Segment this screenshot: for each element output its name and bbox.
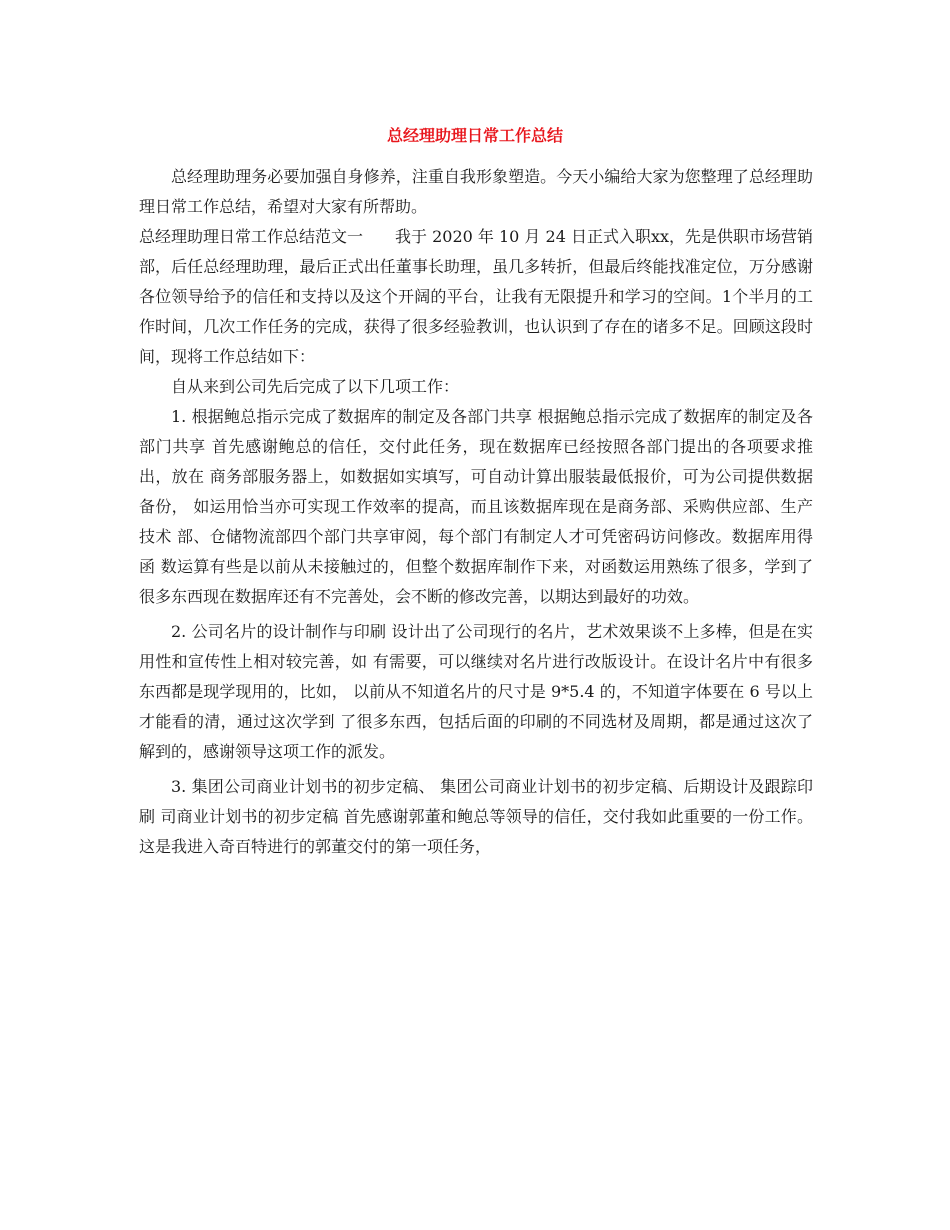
document-title: 总经理助理日常工作总结 xyxy=(386,126,563,145)
paragraph-item-3: 3. 集团公司商业计划书的初步定稿、 集团公司商业计划书的初步定稿、后期设计及跟踪印刷 司商业计划书的初步定稿 首先感谢郭董和鲍总等领导的信任，交付我如此重要的一份工作。 这是我进入奇百特进行的郭董交付的第一项任务， xyxy=(139,777,813,856)
document-body xyxy=(139,162,813,862)
paragraph-item-1: 1. 根据鲍总指示完成了数据库的制定及各部门共享 根据鲍总指示完成了数据库的制定及各部门共享 首先感谢鲍总的信任，交付此任务，现在数据库已经按照各部门提出的各项要求推出，放在 商务部服务器上，如数据如实填写，可自动计算出服装最低报价，可为公司提供数据备份， 如运用恰当亦可实现工作效率的提高，而且该数据库现在是商务部、采购供应部、生产技术 部、仓储物流部四个部门共享审阅，每个部门有制定人才可凭密码访问修改。数据库用得函 数运算有些是以前从未接触过的，但整个数据库制作下来，对函数运用熟练了很多，学到了很多东西现在数据库还有不完善处，会不断的修改完善，以期达到最好的功效。 xyxy=(139,407,813,606)
paragraph-sample-one: 总经理助理日常工作总结范文一 我于 2020 年 10 月 24 日正式入职xx，先是供职市场营销部，后任总经理助理，最后正式出任董事长助理，虽几多转折，但最后终能找准定位，万分感谢各位领导给予的信任和支持以及这个开阔的平台，让我有无限提升和学习的空间。1个半月的工作时间，几次工作任务的完成，获得了很多经验教训，也认识到了存在的诸多不足。回顾这段时间，现将工作总结如下： xyxy=(139,227,814,366)
paragraph-item-2: 2. 公司名片的设计制作与印刷 设计出了公司现行的名片，艺术效果谈不上多棒，但是在实用性和宣传性上相对较完善，如 有需要，可以继续对名片进行改版设计。在设计名片中有很多东西都是现学现用的，比如， 以前从不知道名片的尺寸是 9*5.4 的，不知道字体要在 6 号以上才能看的清，通过这次学到 了很多东西，包括后面的印刷的不同选材及周期，都是通过这次了解到的，感谢领导这项工作的派发。 xyxy=(139,622,813,761)
paragraph-work-list-intro: 自从来到公司先后完成了以下几项工作： xyxy=(171,377,460,396)
paragraph-intro: 总经理助理务必要加强自身修养，注重自我形象塑造。今天小编给大家为您整理了总经理助理日常工作总结，希望对大家有所帮助。 xyxy=(139,167,813,216)
